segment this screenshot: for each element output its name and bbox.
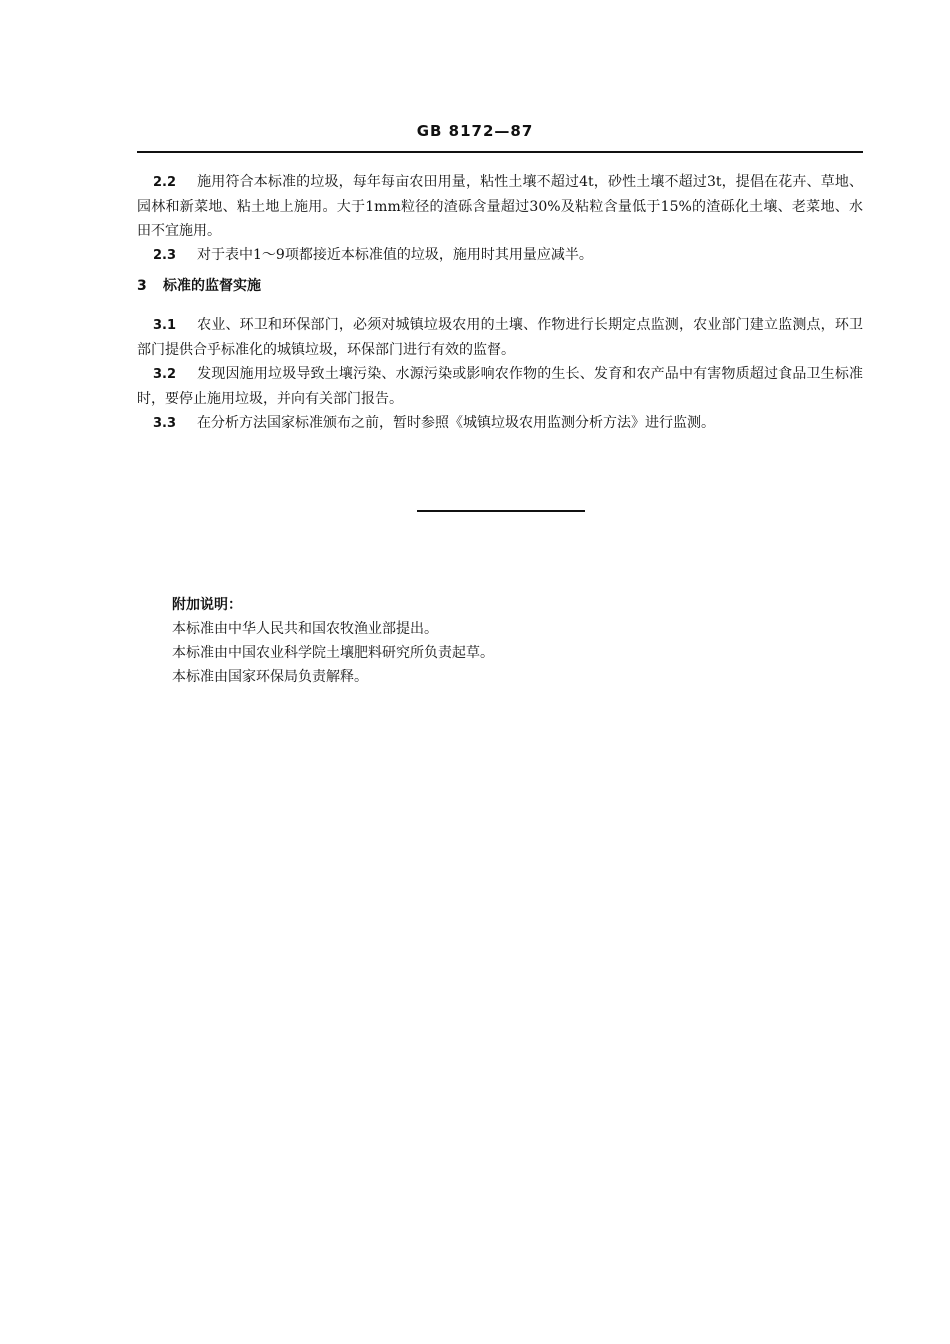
clause-text: 施用符合本标准的垃圾，每年每亩农田用量，粘性土壤不超过4t，砂性土壤不超过3t，提倡在花卉、草地、园林和新菜地、粘土地上施用。大于1mm粒径的渣砾含量超过30%及粘粒含量低于15%的渣砾化土壤、老菜地、水田不宜施用。: [137, 174, 863, 239]
clause-number: 3.1: [153, 318, 177, 333]
clause-number: 3.3: [153, 416, 177, 431]
additional-notes: [172, 593, 494, 689]
clause-number: 2.2: [153, 175, 177, 190]
section-3-heading: [137, 274, 863, 298]
clause-3-2: [137, 362, 863, 411]
clause-text: 发现因施用垃圾导致土壤污染、水源污染或影响农作物的生长、发育和农产品中有害物质超过食品卫生标准时，要停止施用垃圾，并向有关部门报告。: [137, 366, 863, 407]
notes-line: 本标准由国家环保局负责解释。: [172, 669, 368, 685]
clause-text: 对于表中1～9项都接近本标准值的垃圾，施用时其用量应减半。: [197, 247, 593, 263]
notes-line: 本标准由中华人民共和国农牧渔业部提出。: [172, 621, 438, 637]
clause-2-3: [137, 243, 863, 268]
clause-3-3: [137, 411, 863, 436]
clause-text: 农业、环卫和环保部门，必须对城镇垃圾农用的土壤、作物进行长期定点监测，农业部门建立监测点，环卫部门提供合乎标准化的城镇垃圾，环保部门进行有效的监督。: [137, 317, 863, 358]
header-divider: [137, 151, 863, 153]
notes-title: 附加说明：: [172, 597, 242, 613]
end-of-text-divider: [417, 510, 585, 512]
clause-text: 在分析方法国家标准颁布之前，暂时参照《城镇垃圾农用监测分析方法》进行监测。: [197, 415, 715, 431]
section-3-heading-wrap: [137, 274, 863, 298]
notes-line: 本标准由中国农业科学院土壤肥料研究所负责起草。: [172, 645, 494, 661]
clause-3-1: [137, 313, 863, 362]
section-3-body: [137, 313, 863, 436]
clause-2-2: [137, 170, 863, 243]
clause-number: 3.2: [153, 367, 177, 382]
standard-code-header: GB 8172—87: [416, 122, 534, 140]
section-title: 标准的监督实施: [163, 278, 261, 294]
section-2-body: [137, 170, 863, 268]
section-number: 3: [137, 278, 147, 294]
clause-number: 2.3: [153, 248, 177, 263]
